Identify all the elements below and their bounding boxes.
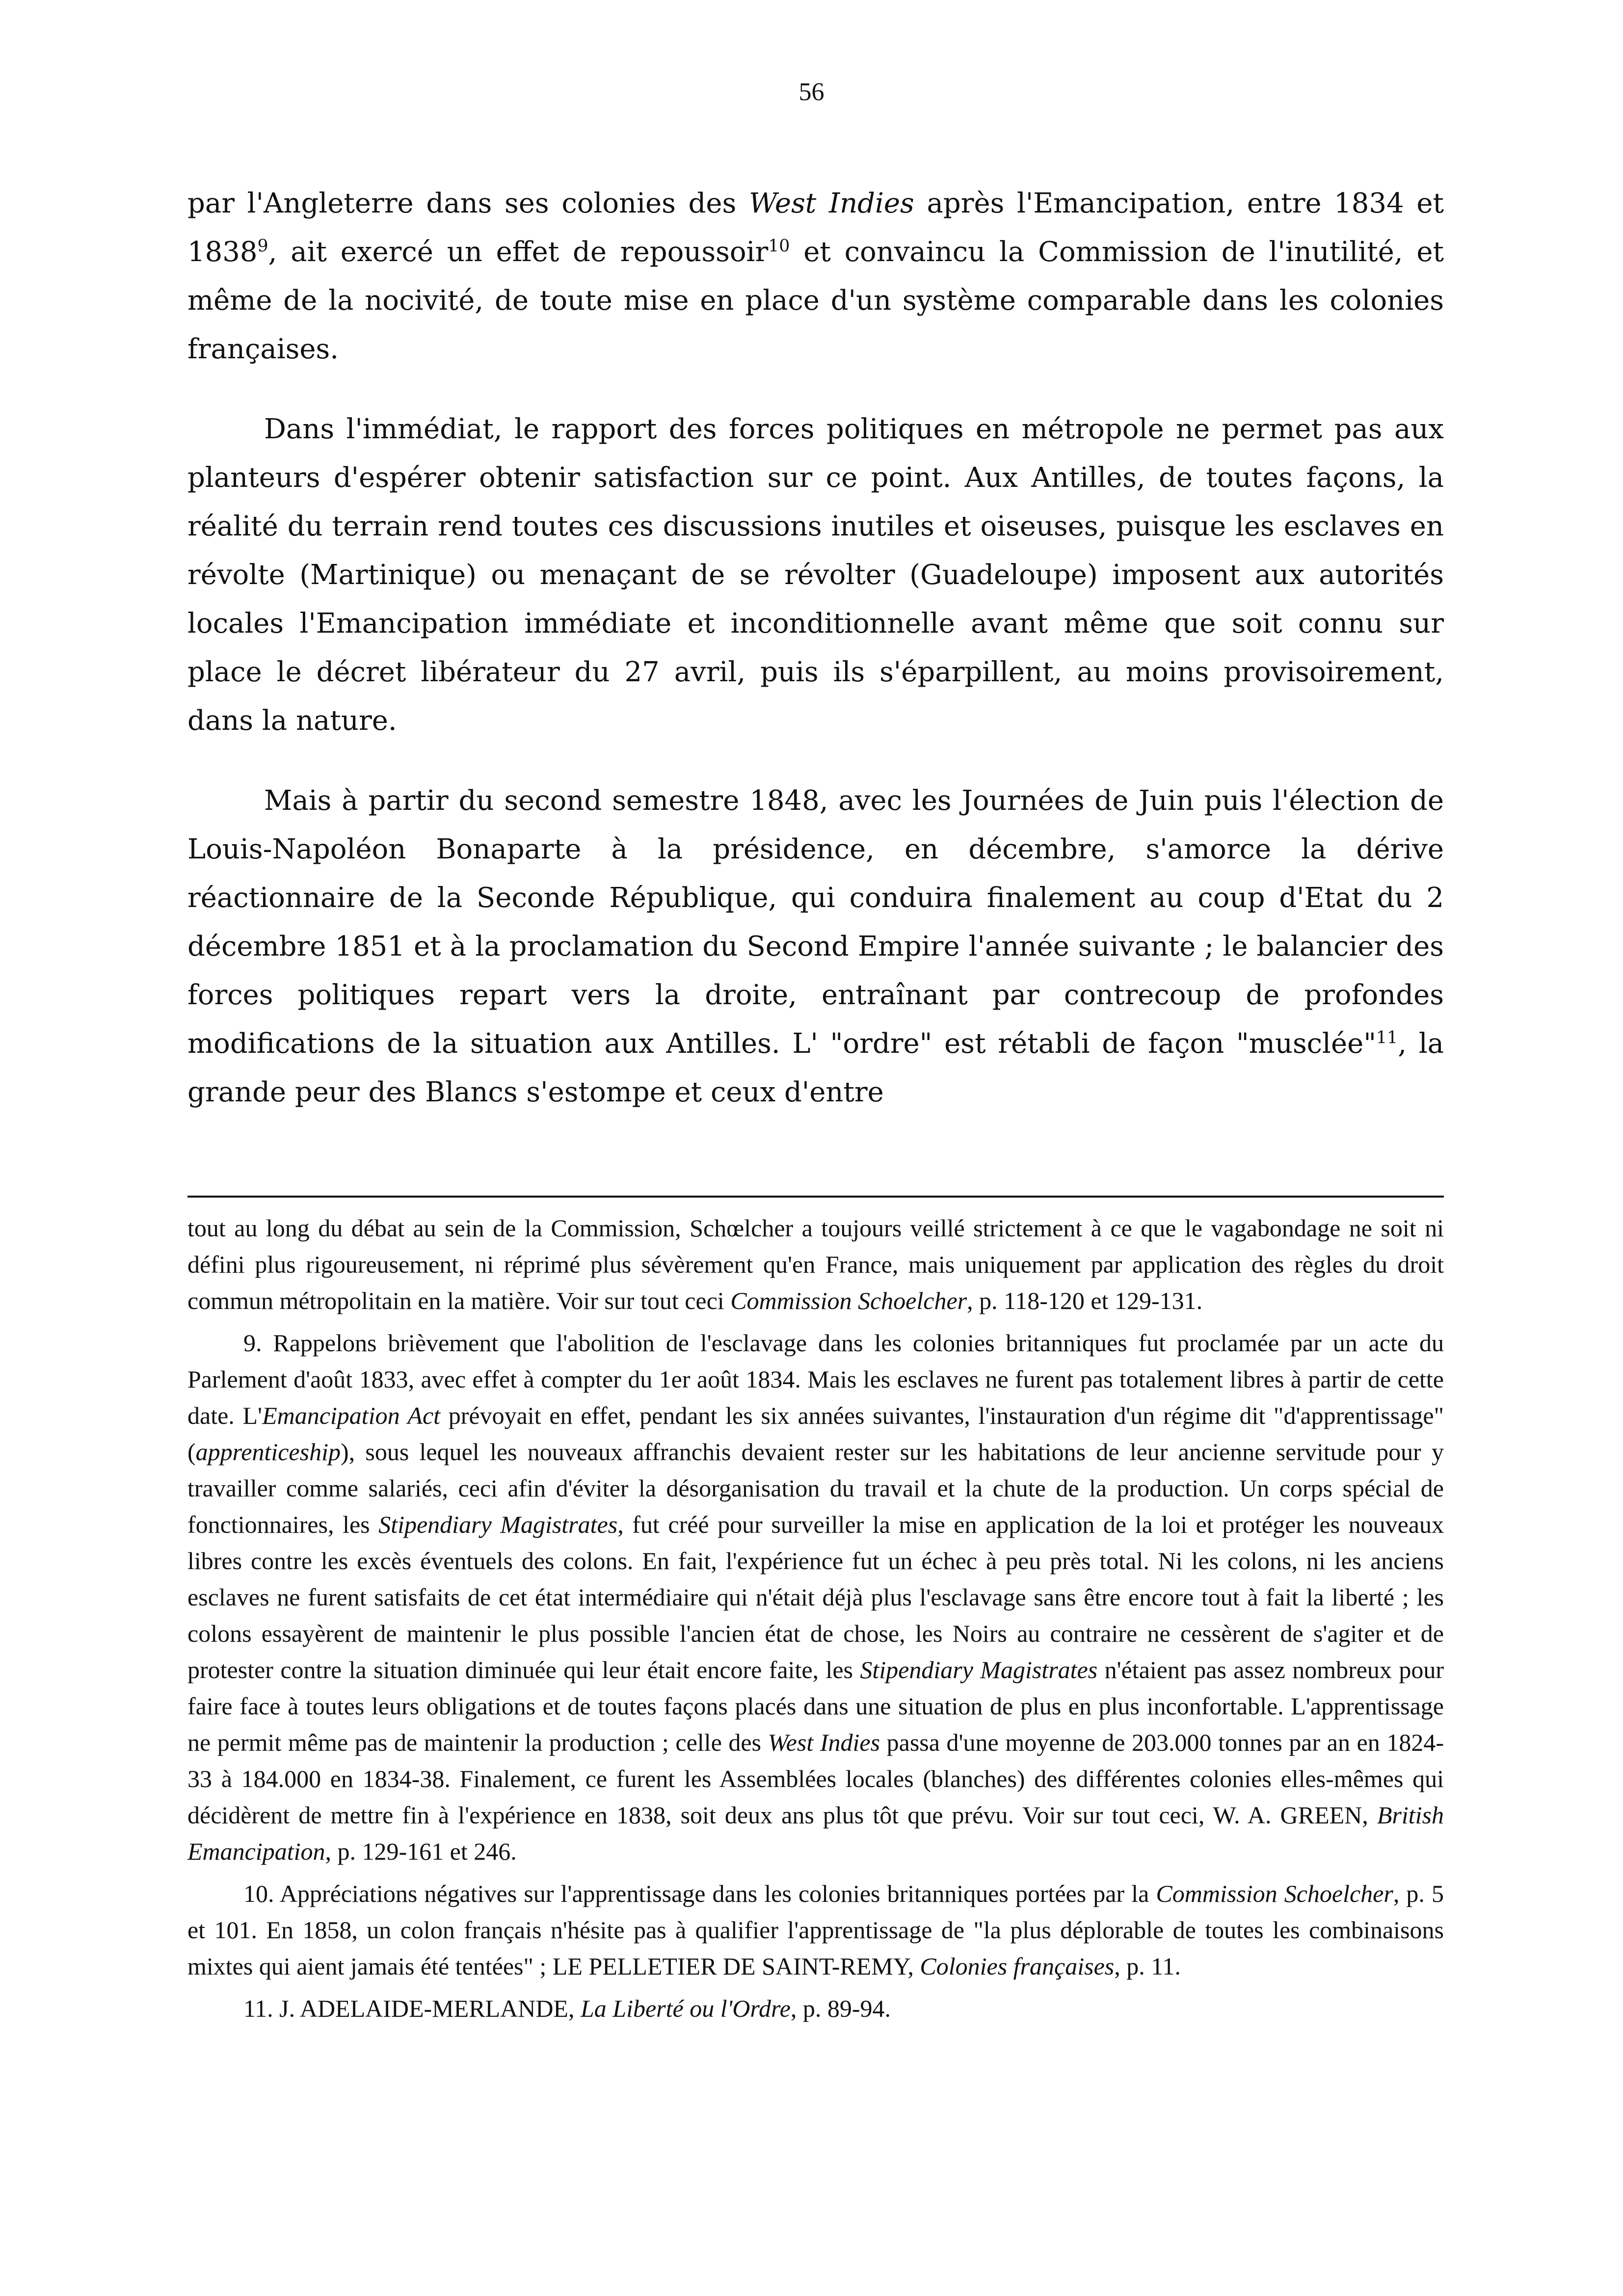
footnote-text: , p. 118-120 et 129-131. [967, 1287, 1203, 1314]
paragraph-text: après l'Emancipation, entre 1834 et 1838 [187, 187, 1444, 268]
italic-text: Commission Schoelcher [730, 1287, 967, 1314]
footnote-11 [187, 1990, 1444, 2027]
footnote-text: , p. 89-94. [790, 1995, 891, 2022]
italic-text: Stipendiary Magistrates [860, 1656, 1098, 1683]
footnote-text: 11. J. ADELAIDE-MERLANDE, [243, 1995, 581, 2022]
italic-text: Stipendiary Magistrates [378, 1511, 618, 1538]
footnote-text: n'étaient pas assez nombreux pour faire face à toutes leurs obligations et de toutes façons placés dans une situation de plus en plus inconfortable. L'apprentissage ne permit même pas de maintenir la production ; celle des [187, 1656, 1444, 1756]
main-text [187, 179, 1444, 1148]
italic-text: La Liberté ou l'Ordre [580, 1995, 791, 2022]
paragraph-text: par l'Angleterre dans ses colonies des [187, 187, 749, 219]
footnote-text: prévoyait en effet, pendant les six années suivantes, l'instauration d'un régime dit "d'apprentissage" ( [187, 1402, 1444, 1466]
italic-text: Emancipation Act [262, 1402, 441, 1429]
footnote-text: , p. 129-161 et 246. [325, 1838, 517, 1865]
italic-text: West Indies [768, 1729, 880, 1756]
footnote-separator [187, 1196, 1444, 1198]
footnote-9 [187, 1325, 1444, 1869]
paragraph-3 [187, 776, 1444, 1117]
paragraph-text: Mais à partir du second semestre 1848, avec les Journées de Juin puis l'élection de Louis-Napoléon Bonaparte à la présidence, en décembre, s'amorce la dérive réactionnaire de la Seconde République, qui conduira finalement au coup d'Etat du 2 décembre 1851 et à la proclamation du Second Empire l'année suivante ; le balancier des forces politiques repart vers la droite, entraînant par contrecoup de profondes modifications de la situation aux Antilles. L' "ordre" est rétabli de façon "musclée" [187, 785, 1444, 1060]
footnote-text: passa d'une moyenne de 203.000 tonnes par an en 1824-33 à 184.000 en 1834-38. Finalement, ce furent les Assemblées locales (blanches) des différentes colonies elles-mêmes qui décidèrent de mettre fin à l'expérience en 1838, soit deux ans plus tôt que prévu. Voir sur tout ceci, W. A. GREEN, [187, 1729, 1444, 1829]
footnote-text: 10. Appréciations négatives sur l'apprentissage dans les colonies britanniques portées par la [243, 1880, 1156, 1907]
footnote-ref-9[interactable]: 9 [257, 236, 268, 256]
footnote-10 [187, 1875, 1444, 1984]
paragraph-1 [187, 179, 1444, 374]
footnote-text: , p. 5 et 101. En 1858, un colon français n'hésite pas à qualifier l'apprentissage de "la plus déplorable de toutes les combinaisons mixtes qui aient jamais été tentées" ; LE PELLETIER DE SAINT-REMY, [187, 1880, 1444, 1980]
page-number: 56 [798, 78, 825, 106]
footnote-text: ), sous lequel les nouveaux affranchis devaient rester sur les habitations de leur ancienne servitude pour y travailler comme salariés, ceci afin d'éviter la désorganisation du travail et la chute de la production. Un corps spécial de fonctionnaires, les [187, 1438, 1444, 1538]
footnote-text: , p. 11. [1114, 1952, 1181, 1980]
footnote-text: , fut créé pour surveiller la mise en application de la loi et protéger les nouveaux libres contre les excès éventuels des colons. En fait, l'expérience fut un échec à peu près total. Ni les colons, ni les anciens esclaves ne furent satisfaits de cet état intermédiaire qui n'était déjà plus l'esclavage sans être encore tout à fait la liberté ; les colons essayèrent de maintenir le plus possible l'ancien état de chose, les Noirs au contraire ne cessèrent de s'agiter et de protester contre la situation diminuée qui leur était encore faite, les [187, 1511, 1444, 1683]
footnote-text: 9. Rappelons brièvement que l'abolition de l'esclavage dans les colonies britanniques fut proclamée par un acte du Parlement d'août 1833, avec effet à compter du 1er août 1834. Mais les esclaves ne furent pas totalement libres à partir de cette date. L' [187, 1329, 1444, 1429]
paragraph-text: , ait exercé un effet de repoussoir [268, 236, 769, 268]
paragraph-text: , la grande peur des Blancs s'estompe et ceux d'entre [187, 1028, 1444, 1108]
italic-text: Colonies françaises [920, 1952, 1115, 1980]
footnotes [187, 1210, 1444, 2032]
footnote-text: tout au long du débat au sein de la Commission, Schœlcher a toujours veillé strictement à ce que le vagabondage ne soit ni défini plus rigoureusement, ni réprimé plus sévèrement qu'en France, mais uniquement par application des règles du droit commun métropolitain en la matière. Voir sur tout ceci [187, 1214, 1444, 1314]
paragraph-2: Dans l'immédiat, le rapport des forces politiques en métropole ne permet pas aux planteurs d'espérer obtenir satisfaction sur ce point. Aux Antilles, de toutes façons, la réalité du terrain rend toutes ces discussions inutiles et oiseuses, puisque les esclaves en révolte (Martinique) ou menaçant de se révolter (Guadeloupe) imposent aux autorités locales l'Emancipation immédiate et inconditionnelle avant même que soit connu sur place le décret libérateur du 27 avril, puis ils s'éparpillent, au moins provisoirement, dans la nature. [187, 413, 1444, 737]
footnote-ref-10[interactable]: 10 [768, 236, 790, 256]
paragraph-text: et convaincu la Commission de l'inutilité, et même de la nocivité, de toute mise en place d'un système comparable dans les colonies françaises. [187, 236, 1444, 365]
italic-text: British Emancipation [187, 1801, 1444, 1865]
footnote-continuation [187, 1210, 1444, 1319]
italic-text: apprenticeship [195, 1438, 341, 1466]
italic-text: Commission Schoelcher [1156, 1880, 1393, 1907]
footnote-ref-11[interactable]: 11 [1376, 1028, 1398, 1048]
italic-text: West Indies [748, 187, 914, 219]
